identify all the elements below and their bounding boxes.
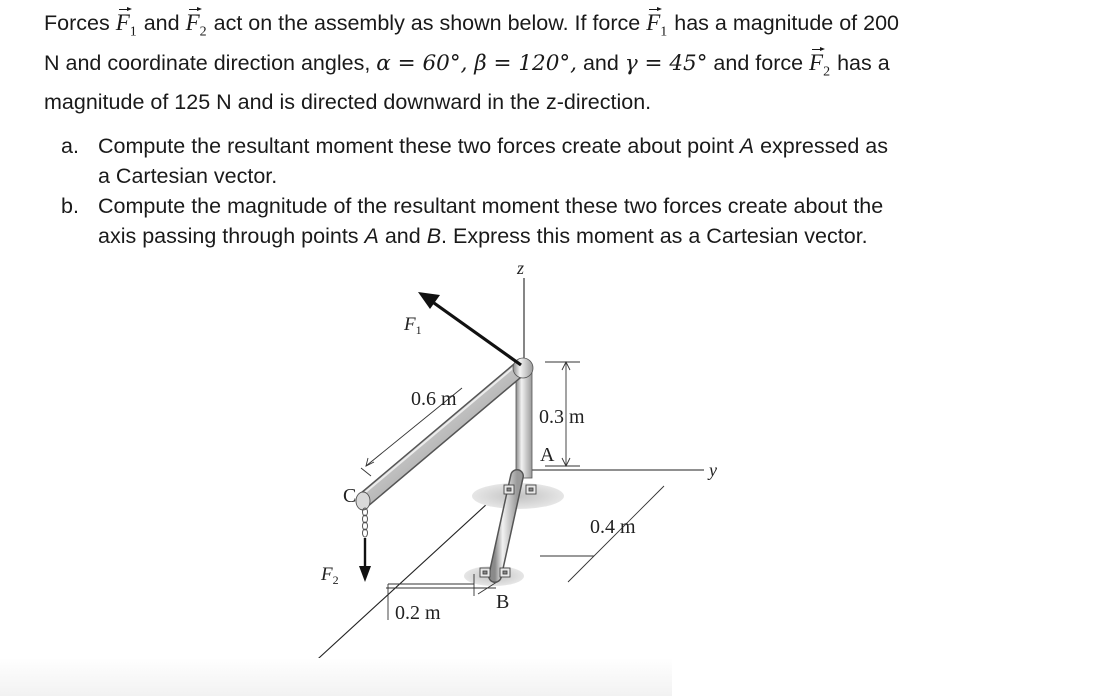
part-a: a. Compute the resultant moment these two forces create about point A expressed as a Cartesian vector. bbox=[44, 131, 1094, 191]
dimension-0.2m-label: 0.2 m bbox=[395, 602, 441, 624]
angle-gamma: γ = 45° bbox=[624, 50, 708, 76]
text-segment: and force bbox=[707, 50, 810, 75]
vector-f1: $F_1$ bbox=[116, 8, 138, 48]
point-b-figure-label: B bbox=[496, 591, 510, 613]
chain-c bbox=[363, 508, 368, 537]
text-segment: and bbox=[137, 11, 186, 35]
force-f2-arrow bbox=[359, 538, 371, 582]
part-b-marker: b. bbox=[61, 194, 79, 219]
dimension-0.3m-label: 0.3 m bbox=[539, 406, 585, 428]
text-segment: and bbox=[576, 50, 625, 75]
angle-values: α = 60°, β = 120°, bbox=[376, 50, 577, 76]
vector-f2: $F_2$ bbox=[186, 8, 208, 48]
force-f1-arrow bbox=[418, 292, 521, 365]
point-b-label: B bbox=[426, 224, 442, 249]
text-segment: N and coordinate direction angles, bbox=[44, 50, 377, 75]
text-segment: has a bbox=[831, 50, 890, 75]
vector-f1: $F_1$ bbox=[646, 8, 668, 48]
force-f1-label: $F_1$ bbox=[404, 314, 422, 337]
text-segment: act on the assembly as shown below. If force bbox=[207, 11, 647, 35]
vector-f2: $F_2$ bbox=[809, 48, 831, 88]
dimension-0.4m-label: 0.4 m bbox=[590, 516, 636, 538]
force-f2-label: $F_2$ bbox=[321, 564, 339, 587]
axis-y-label: y bbox=[709, 460, 717, 480]
problem-line-3: magnitude of 125 N and is directed downward in the z-direction. bbox=[44, 90, 652, 115]
text-segment: has a magnitude of 200 bbox=[668, 11, 899, 35]
diagonal-pipe-ac bbox=[362, 362, 523, 500]
point-a-figure-label: A bbox=[540, 444, 555, 466]
vertical-pipe bbox=[516, 364, 532, 478]
point-c-figure-label: C bbox=[343, 485, 357, 507]
axis-z-label: z bbox=[517, 258, 525, 278]
bottom-edge-fade bbox=[0, 658, 672, 696]
part-b: b. Compute the magnitude of the resultant moment these two forces create about the axis passing through points A and B. Express this moment as a Cartesian vector. bbox=[44, 191, 1094, 251]
part-a-marker: a. bbox=[61, 134, 79, 159]
dimension-0.6m-label: 0.6 m bbox=[411, 388, 457, 410]
text-segment: Forces bbox=[44, 11, 116, 35]
point-a-label: A bbox=[739, 134, 755, 159]
point-a-label: A bbox=[364, 224, 379, 249]
pipe-end-c bbox=[356, 492, 370, 510]
